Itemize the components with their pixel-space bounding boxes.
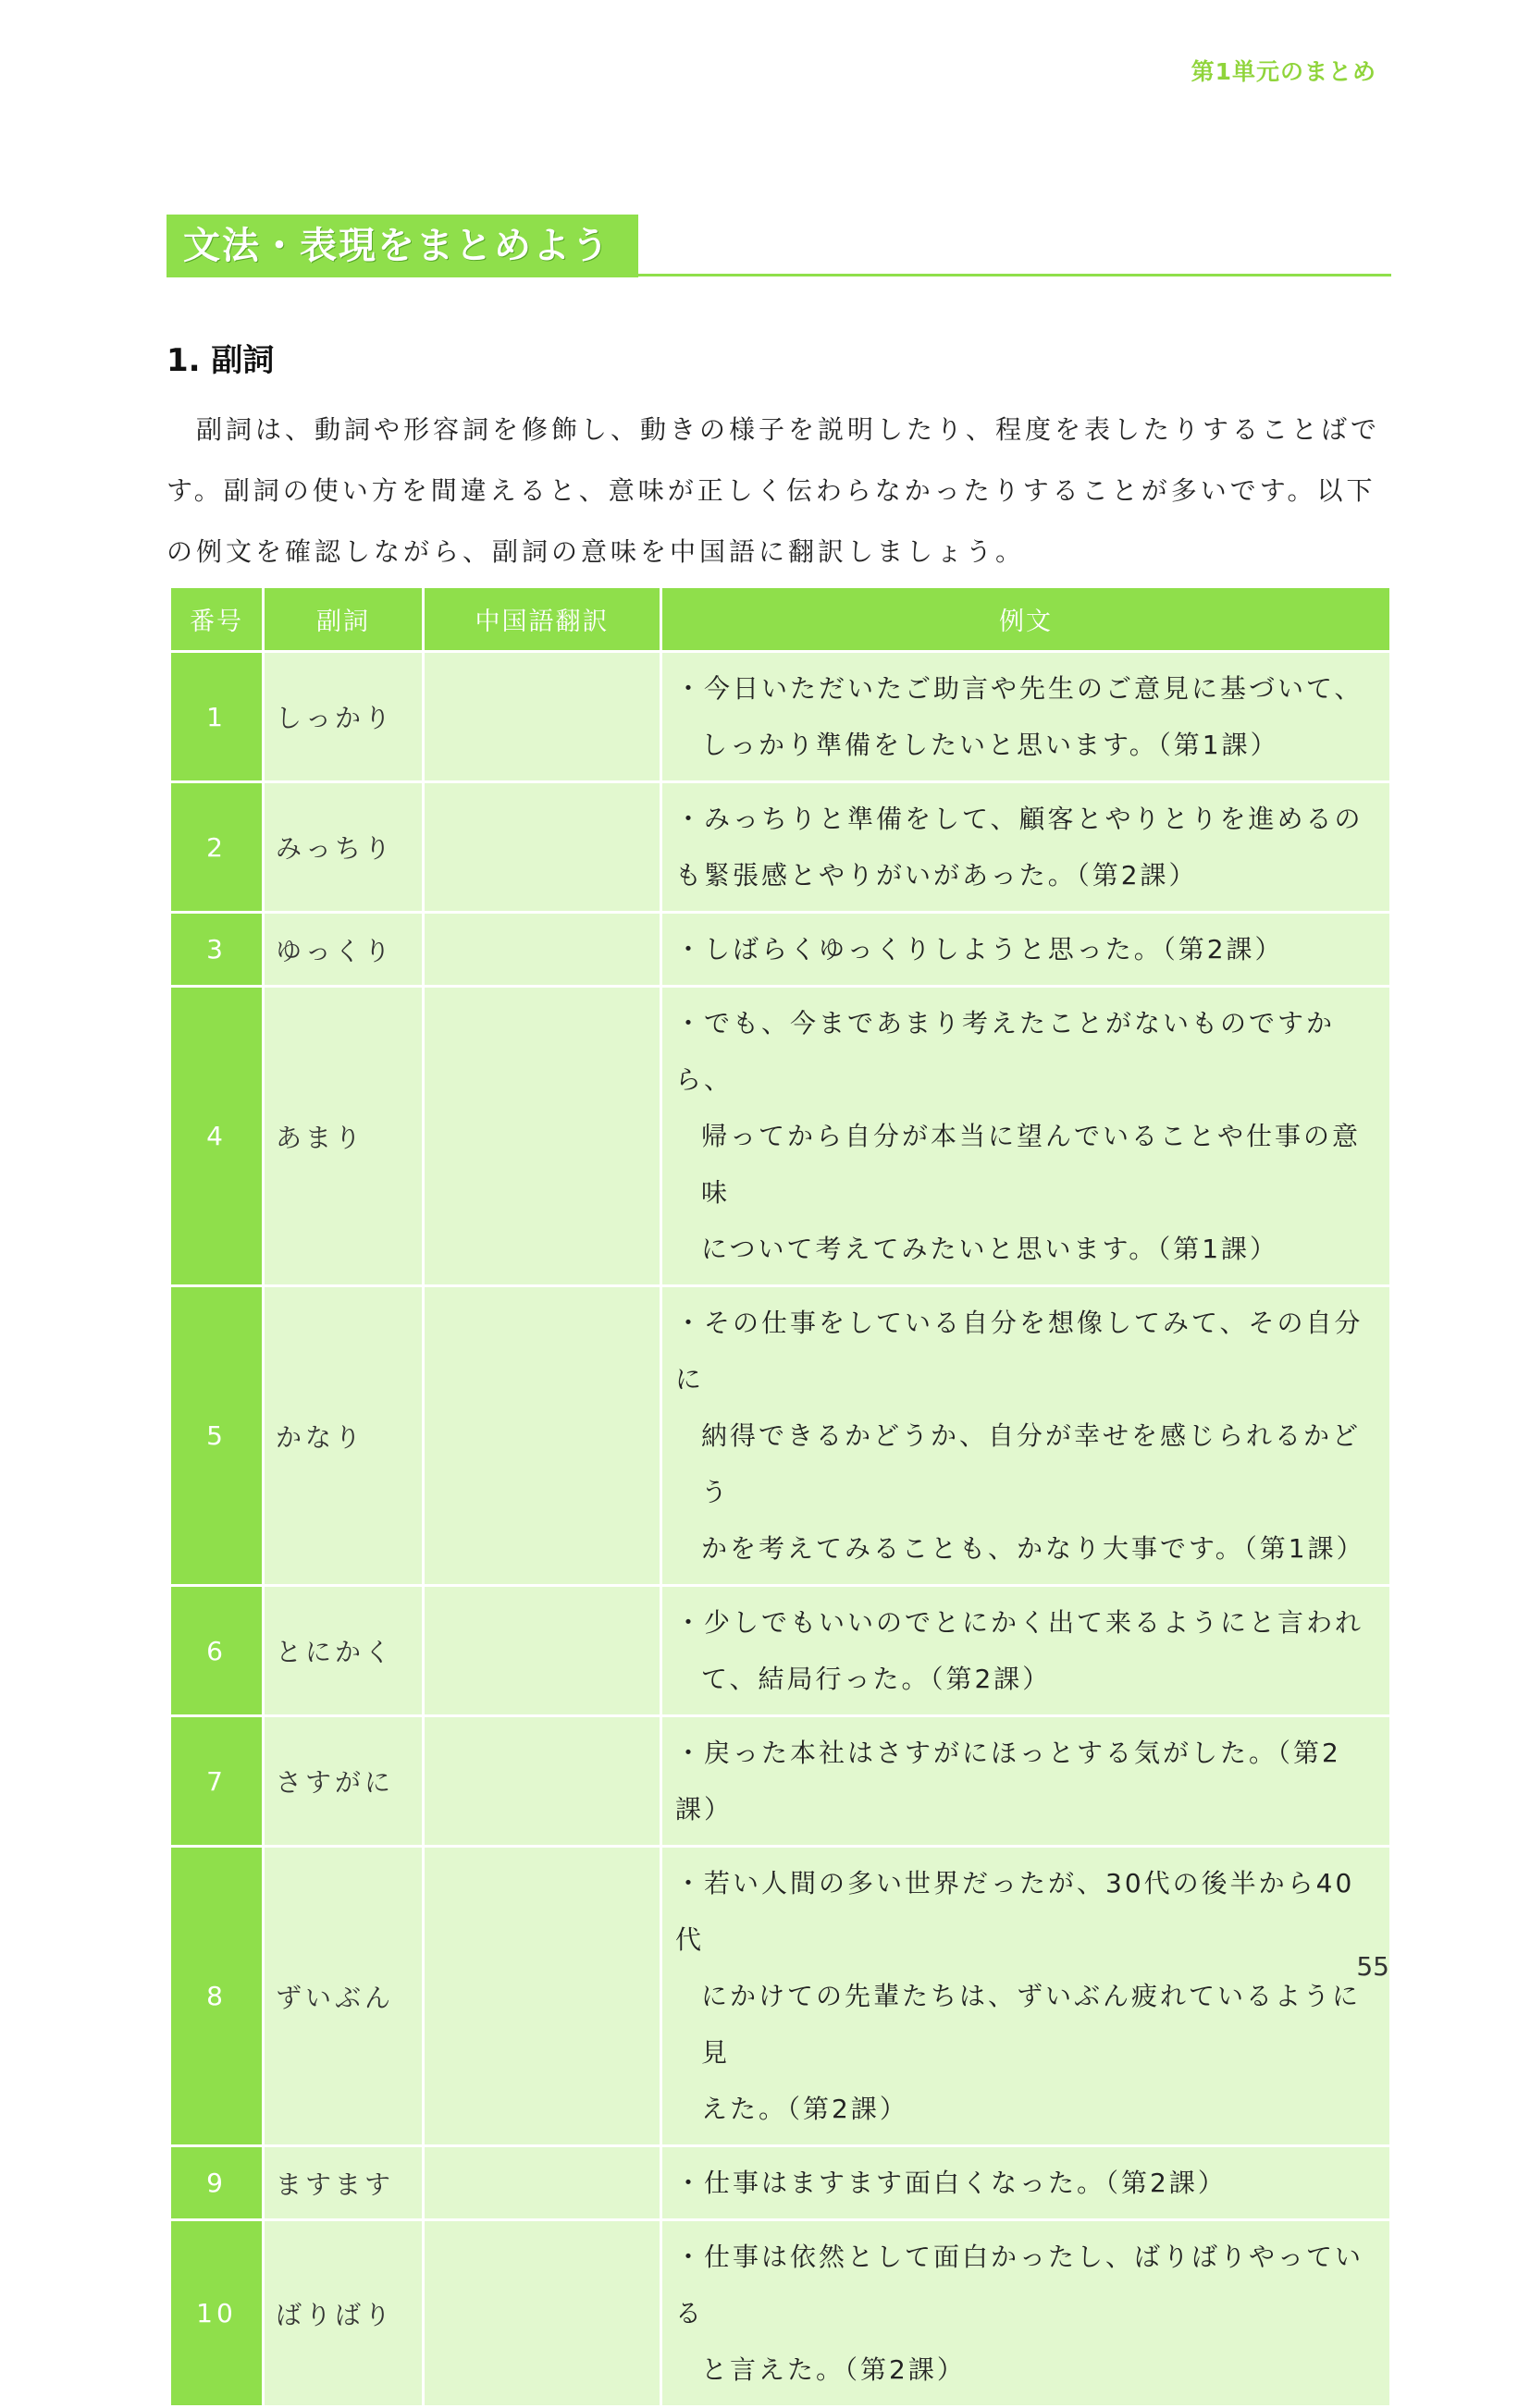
row-number: 6 bbox=[171, 1587, 262, 1714]
example-line: も緊張感とやりがいがあった。（第2課） bbox=[675, 860, 1198, 891]
table-row bbox=[171, 914, 1389, 985]
row-adverb: しっかり bbox=[265, 653, 422, 780]
unit-title: 第1単元のまとめ bbox=[1191, 58, 1376, 85]
translation-cell[interactable] bbox=[425, 1287, 660, 1584]
row-number: 10 bbox=[171, 2221, 262, 2405]
row-adverb: ずいぶん bbox=[265, 1848, 422, 2144]
example-line: ・戻った本社はさすがにほっとする気がした。（第2課） bbox=[675, 1738, 1341, 1824]
intro-paragraph bbox=[167, 399, 1393, 583]
row-adverb: あまり bbox=[265, 988, 422, 1284]
row-adverb: みっちり bbox=[265, 783, 422, 911]
adverb-table bbox=[168, 585, 1392, 2408]
subsection-heading: 1. 副詞 bbox=[167, 342, 275, 379]
example-cell bbox=[662, 653, 1389, 780]
row-number: 7 bbox=[171, 1717, 262, 1845]
example-line: ・今日いただいたご助言や先生のご意見に基づいて、 bbox=[675, 673, 1363, 704]
example-cell bbox=[662, 914, 1389, 985]
intro-text: 副詞は、動詞や形容詞を修飾し、動きの様子を説明したり、程度を表したりすることばです。副詞の使い方を間違えると、意味が正しく伝わらなかったりすることが多いです。以下の例文を確認しながら、副詞の意味を中国語に翻訳しましょう。 bbox=[167, 414, 1381, 567]
row-number: 1 bbox=[171, 653, 262, 780]
table-row bbox=[171, 783, 1389, 911]
table-row bbox=[171, 1287, 1389, 1584]
row-adverb: ばりばり bbox=[265, 2221, 422, 2405]
translation-cell[interactable] bbox=[425, 914, 660, 985]
example-line: について考えてみたいと思います。（第1課） bbox=[701, 1234, 1279, 1264]
table-header-row bbox=[171, 588, 1389, 650]
example-cell bbox=[662, 2147, 1389, 2218]
example-line: しっかり準備をしたいと思います。（第1課） bbox=[701, 730, 1279, 760]
row-adverb: ますます bbox=[265, 2147, 422, 2218]
example-line: て、結局行った。（第2課） bbox=[701, 1664, 1052, 1694]
example-line: と言えた。（第2課） bbox=[701, 2354, 966, 2385]
section-divider bbox=[167, 274, 1391, 276]
table-row bbox=[171, 1587, 1389, 1714]
table-row bbox=[171, 1717, 1389, 1845]
row-number: 4 bbox=[171, 988, 262, 1284]
example-cell bbox=[662, 783, 1389, 911]
example-line: ・でも、今まであまり考えたことがないものですから、 bbox=[675, 1008, 1336, 1095]
example-line: ・仕事はますます面白くなった。（第2課） bbox=[675, 2168, 1227, 2198]
example-line: 納得できるかどうか、自分が幸せを感じられるかどう bbox=[701, 1420, 1362, 1507]
table-row bbox=[171, 988, 1389, 1284]
example-line: えた。（第2課） bbox=[701, 2094, 908, 2124]
row-number: 8 bbox=[171, 1848, 262, 2144]
row-number: 5 bbox=[171, 1287, 262, 1584]
example-cell bbox=[662, 988, 1389, 1284]
section-title: 文法・表現をまとめよう bbox=[167, 215, 638, 277]
row-adverb: ゆっくり bbox=[265, 914, 422, 985]
row-number: 9 bbox=[171, 2147, 262, 2218]
example-line: 帰ってから自分が本当に望んでいることや仕事の意味 bbox=[701, 1121, 1362, 1208]
example-cell bbox=[662, 1717, 1389, 1845]
example-cell bbox=[662, 2221, 1389, 2405]
example-line: にかけての先輩たちは、ずいぶん疲れているように見 bbox=[701, 1981, 1362, 2068]
translation-cell[interactable] bbox=[425, 1848, 660, 2144]
row-adverb: とにかく bbox=[265, 1587, 422, 1714]
translation-cell[interactable] bbox=[425, 653, 660, 780]
example-line: ・その仕事をしている自分を想像してみて、その自分に bbox=[675, 1308, 1363, 1394]
example-line: ・みっちりと準備をして、顧客とやりとりを進めるの bbox=[675, 804, 1363, 834]
translation-cell[interactable] bbox=[425, 1587, 660, 1714]
example-cell bbox=[662, 1848, 1389, 2144]
example-cell bbox=[662, 1287, 1389, 1584]
table-row bbox=[171, 1848, 1389, 2144]
example-line: ・仕事は依然として面白かったし、ばりばりやっている bbox=[675, 2242, 1364, 2328]
example-cell bbox=[662, 1587, 1389, 1714]
example-line: ・若い人間の多い世界だったが、30代の後半から40代 bbox=[675, 1868, 1355, 1955]
row-number: 3 bbox=[171, 914, 262, 985]
translation-cell[interactable] bbox=[425, 783, 660, 911]
example-line: ・しばらくゆっくりしようと思った。（第2課） bbox=[675, 934, 1284, 964]
page-number: 55 bbox=[1356, 1951, 1389, 1982]
translation-cell[interactable] bbox=[425, 2147, 660, 2218]
header-translation: 中国語翻訳 bbox=[425, 588, 660, 650]
example-line: かを考えてみることも、かなり大事です。（第1課） bbox=[701, 1533, 1365, 1564]
translation-cell[interactable] bbox=[425, 2221, 660, 2405]
translation-cell[interactable] bbox=[425, 988, 660, 1284]
translation-cell[interactable] bbox=[425, 1717, 660, 1845]
table-row bbox=[171, 2147, 1389, 2218]
header-example: 例文 bbox=[662, 588, 1389, 650]
example-line: ・少しでもいいのでとにかく出て来るようにと言われ bbox=[675, 1607, 1364, 1638]
row-number: 2 bbox=[171, 783, 262, 911]
header-adverb: 副詞 bbox=[265, 588, 422, 650]
row-adverb: さすがに bbox=[265, 1717, 422, 1845]
header-number: 番号 bbox=[171, 588, 262, 650]
table-row bbox=[171, 2221, 1389, 2405]
table-row bbox=[171, 653, 1389, 780]
row-adverb: かなり bbox=[265, 1287, 422, 1584]
